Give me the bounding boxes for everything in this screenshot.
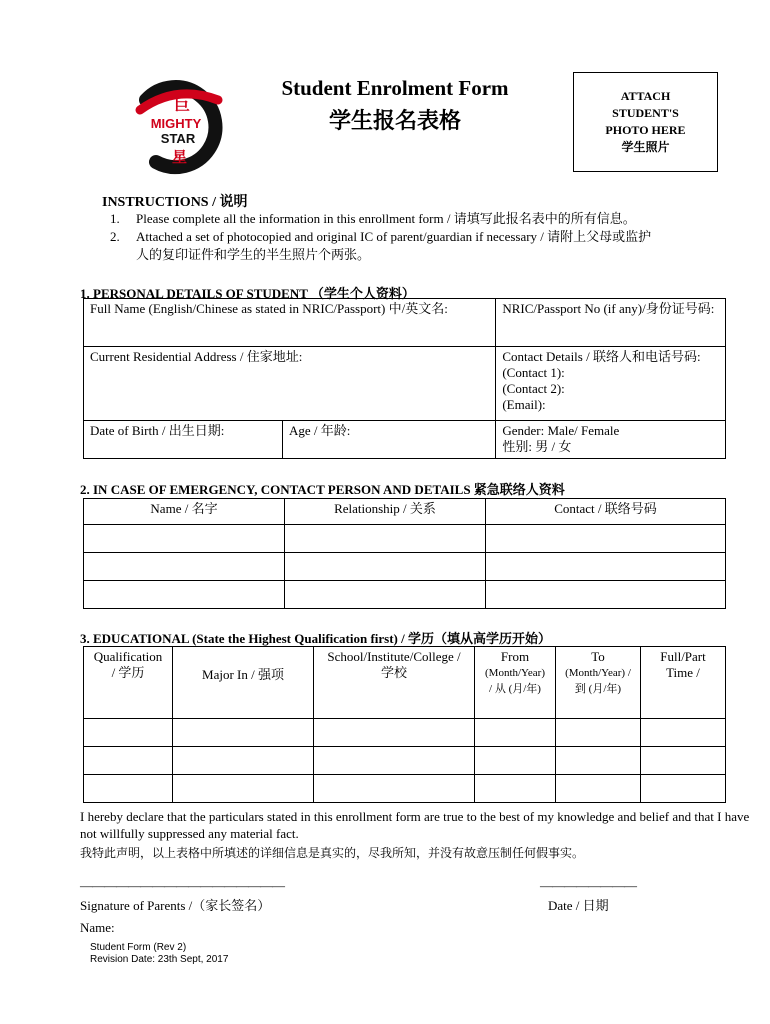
form-title-en: Student Enrolment Form: [281, 76, 509, 100]
header-line: Full/Part: [660, 649, 706, 664]
table-row: [84, 525, 726, 553]
form-title-zh: 学生报名表格: [328, 108, 461, 133]
contact-line: (Email):: [502, 397, 546, 412]
header-line: To: [591, 649, 605, 664]
photo-box-line: 学生照片: [621, 140, 670, 154]
section1-heading: 1. PERSONAL DETAILS OF STUDENT （学生个人资料）: [80, 286, 415, 301]
logo-char-top: 巨: [174, 95, 191, 114]
table-cell[interactable]: [173, 719, 314, 747]
date-label: Date / 日期: [548, 898, 609, 913]
mighty-star-logo: [126, 70, 232, 176]
full-name-field[interactable]: Full Name (English/Chinese as stated in NRIC/Passport) 中/英文名:: [84, 299, 496, 347]
table-row: [84, 553, 726, 581]
table-cell[interactable]: [84, 581, 285, 609]
table-cell[interactable]: [84, 525, 285, 553]
photo-box-line: ATTACH: [620, 89, 671, 103]
table-cell[interactable]: [475, 747, 556, 775]
table-row: [84, 581, 726, 609]
table-cell[interactable]: [314, 747, 475, 775]
table-cell[interactable]: [285, 525, 486, 553]
instruction-number: 1.: [110, 211, 120, 226]
table-cell[interactable]: [173, 747, 314, 775]
instructions-list: [110, 210, 700, 264]
age-field[interactable]: Age / 年龄:: [283, 421, 496, 459]
col-header-major: [173, 647, 314, 719]
name-label: Name:: [80, 920, 115, 935]
header-line: Major In / 强项: [202, 666, 284, 682]
footer: [90, 942, 228, 966]
footer-rev: Student Form (Rev 2): [90, 942, 187, 953]
table-row: [84, 775, 726, 803]
section2-heading: 2. IN CASE OF EMERGENCY, CONTACT PERSON AND DETAILS 紧急联络人资料: [80, 482, 565, 497]
table-cell[interactable]: [556, 747, 641, 775]
table-cell[interactable]: [84, 775, 173, 803]
gender-line: Gender: Male/ Female: [502, 423, 620, 438]
logo-char-bottom: 星: [172, 148, 188, 166]
header-line: (Month/Year): [485, 667, 545, 679]
instruction-text: 人的复印证件和学生的半生照片个两张。: [136, 247, 371, 262]
declaration-zh: 我特此声明，以上表格中所填述的详细信息是真实的，尽我所知，并没有故意压制任何假事实。: [80, 846, 585, 860]
instruction-text: Attached a set of photocopied and original IC of parent/guardian if necessary / 请附上父母或监护: [136, 229, 652, 244]
table-row: [84, 719, 726, 747]
table-cell[interactable]: [314, 775, 475, 803]
col-header-to: [556, 647, 641, 719]
col-header-school: [314, 647, 475, 719]
emergency-contact-table: [83, 498, 726, 609]
table-cell[interactable]: [285, 581, 486, 609]
col-header-relationship: Relationship / 关系: [285, 499, 486, 525]
photo-box-line: STUDENT'S: [612, 106, 679, 120]
header-line: From: [500, 649, 530, 664]
table-cell[interactable]: [556, 719, 641, 747]
table-cell[interactable]: [641, 747, 726, 775]
table-cell[interactable]: [641, 719, 726, 747]
instruction-number: 2.: [110, 229, 120, 244]
header-line: / 学历: [111, 665, 145, 680]
table-cell[interactable]: [173, 775, 314, 803]
header-line: Time /: [666, 665, 700, 680]
col-header-name: Name / 名字: [84, 499, 285, 525]
table-cell[interactable]: [486, 525, 726, 553]
instruction-item: [110, 228, 700, 246]
gender-line: 性别: 男 / 女: [502, 439, 572, 454]
col-header-qualification: [84, 647, 173, 719]
instruction-text: Please complete all the information in this enrollment form / 请填写此报名表中的所有信息。: [136, 211, 636, 226]
instructions-heading: INSTRUCTIONS / 说明: [102, 195, 248, 210]
header-line: School/Institute/College /: [327, 649, 461, 664]
table-cell[interactable]: [84, 553, 285, 581]
header-line: 到 (月/年): [574, 683, 622, 695]
education-table: [83, 646, 726, 803]
header-line: (Month/Year) /: [565, 667, 631, 679]
declaration-en: I hereby declare that the particulars stated in this enrollment form are true to the best of my knowledge and belief and that I have not willfully suppressed any material fact.: [80, 809, 750, 841]
personal-details-table: [83, 298, 726, 459]
header-line: 学校: [380, 665, 407, 680]
logo-word-mighty: MIGHTY: [150, 116, 202, 131]
col-header-fullpart: [641, 647, 726, 719]
col-header-from: [475, 647, 556, 719]
table-cell[interactable]: [641, 775, 726, 803]
table-cell[interactable]: [556, 775, 641, 803]
table-cell[interactable]: [486, 553, 726, 581]
footer-date: Revision Date: 23th Sept, 2017: [90, 954, 229, 965]
contact-line: Contact Details / 联络人和电话号码:: [502, 349, 701, 364]
instruction-item-cont: [110, 246, 700, 264]
header-line: / 从 (月/年): [489, 683, 541, 695]
instruction-item: [110, 210, 700, 228]
contact-details-field[interactable]: [496, 347, 726, 421]
logo-word-star: STAR: [160, 131, 196, 146]
nric-field[interactable]: NRIC/Passport No (if any)/身份证号码:: [496, 299, 726, 347]
section3-heading: 3. EDUCATIONAL (State the Highest Qualification first) / 学历（填从高学历开始）: [80, 631, 551, 646]
signature-label: Signature of Parents /（家长签名）: [80, 898, 271, 913]
photo-box: [573, 72, 718, 172]
address-field[interactable]: Current Residential Address / 住家地址:: [84, 347, 496, 421]
contact-line: (Contact 2):: [502, 381, 565, 396]
table-cell[interactable]: [475, 775, 556, 803]
dob-field[interactable]: Date of Birth / 出生日期:: [84, 421, 283, 459]
table-cell[interactable]: [475, 719, 556, 747]
table-row: [84, 747, 726, 775]
table-cell[interactable]: [486, 581, 726, 609]
photo-box-line: PHOTO HERE: [605, 123, 686, 137]
table-cell[interactable]: [84, 747, 173, 775]
signature-line[interactable]: —————————————————: [80, 878, 284, 893]
header-line: Qualification: [93, 649, 163, 664]
table-cell[interactable]: [314, 719, 475, 747]
col-header-contact: Contact / 联络号码: [486, 499, 726, 525]
table-cell[interactable]: [84, 719, 173, 747]
gender-field[interactable]: [496, 421, 726, 459]
contact-line: (Contact 1):: [502, 365, 565, 380]
date-line[interactable]: ————————: [540, 878, 636, 893]
table-cell[interactable]: [285, 553, 486, 581]
